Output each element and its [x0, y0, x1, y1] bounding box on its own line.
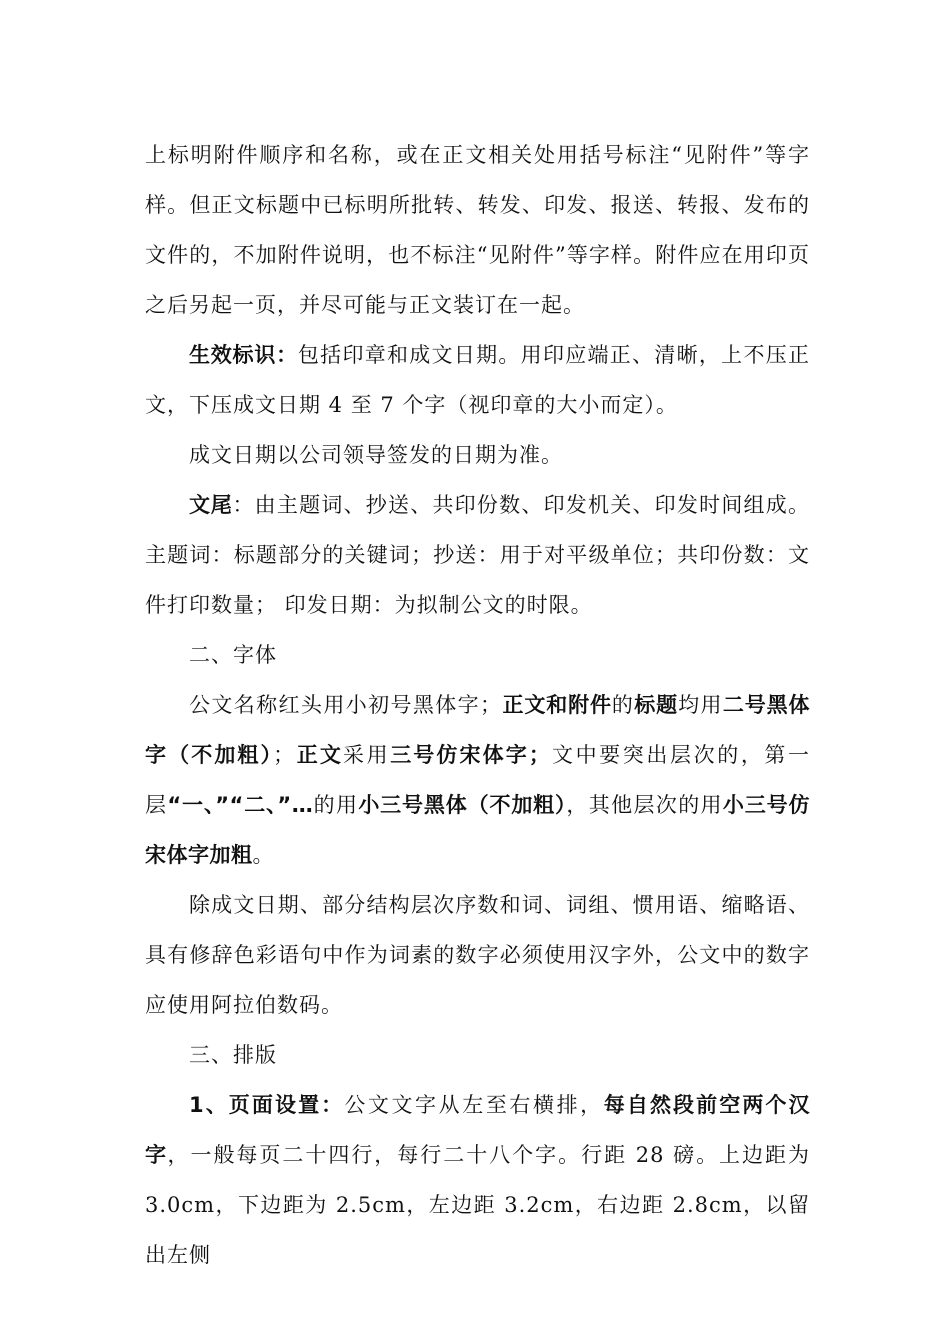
paragraph-issue-date [145, 430, 810, 480]
paragraph-text: 均用 [678, 693, 723, 717]
paragraph-document-tail [145, 480, 810, 630]
paragraph-attachment-note [145, 130, 810, 330]
paragraph-text: ：由主题词、抄送、共印份数、印发机关、印发时间组成。主题词：标题部分的关键词；抄送：用于对平级单位；共印份数：文件打印数量； 印发日期：为拟制公文的时限。 [145, 493, 811, 617]
emphasis-text: 标题 [634, 693, 679, 717]
section-label: 生效标识： [189, 343, 298, 367]
paragraph-text: 除成文日期、部分结构层次序数和词、词组、惯用语、缩略语、具有修辞色彩语句中作为词素的数字必须使用汉字外，公文中的数字应使用阿拉伯数码。 [145, 893, 810, 1017]
emphasis-text: 正文 [295, 743, 343, 767]
section-label: 1、页面设置： [189, 1093, 345, 1117]
heading-text: 二、字体 [189, 643, 277, 667]
document-body [145, 130, 810, 1280]
paragraph-page-setup [145, 1080, 810, 1280]
paragraph-text: 公文文字从左至右横排， [344, 1093, 604, 1117]
emphasis-text: 二号黑体字（不加粗） [145, 693, 811, 767]
paragraph-text: ，一般每页二十四行，每行二十八个字。行距 28 磅。上边距为 3.0cm，下边距为 2.5cm，左边距 3.2cm，右边距 2.8cm，以留出左侧 [145, 1143, 810, 1267]
emphasis-text: 小三号仿宋体字加粗 [145, 793, 810, 867]
paragraph-text: 文中要突出层次的，第一层 [145, 743, 811, 817]
paragraph-text: ，其他层次的用 [566, 793, 723, 817]
paragraph-text: 上标明附件顺序和名称，或在正文相关处用括号标注“见附件”等字样。但正文标题中已标明所批转、转发、印发、报送、转报、发布的文件的，不加附件说明，也不标注“见附件”等字样。附件应在用印页之后另起一页，并尽可能与正文装订在一起。 [145, 143, 810, 317]
emphasis-text: 三号仿宋体字； [390, 743, 551, 767]
paragraph-text: 。 [252, 843, 275, 867]
emphasis-text: 正文和附件 [502, 693, 612, 717]
paragraph-text: 的 [611, 693, 635, 717]
heading-layout [145, 1030, 810, 1080]
paragraph-text: 采用 [342, 743, 391, 767]
paragraph-text: 包括印章和成文日期。用印应端正、清晰，上不压正文，下压成文日期 4 至 7 个字（视印章的大小而定）。 [145, 343, 810, 417]
emphasis-text: 每自然段前空两个汉字 [145, 1093, 811, 1167]
paragraph-number-rules [145, 880, 810, 1030]
paragraph-text: 的用 [313, 793, 359, 817]
paragraph-font-rules [145, 680, 810, 880]
heading-text: 三、排版 [189, 1043, 277, 1067]
heading-fonts [145, 630, 810, 680]
paragraph-text: 成文日期以公司领导签发的日期为准。 [189, 443, 563, 467]
emphasis-text: “一、”“二、”… [167, 793, 314, 817]
paragraph-text: 公文名称红头用小初号黑体字； [189, 693, 503, 717]
emphasis-text: 小三号黑体（不加粗） [358, 793, 567, 817]
paragraph-effective-mark [145, 330, 810, 430]
section-label: 文尾 [189, 493, 233, 517]
paragraph-text: ； [273, 743, 296, 767]
